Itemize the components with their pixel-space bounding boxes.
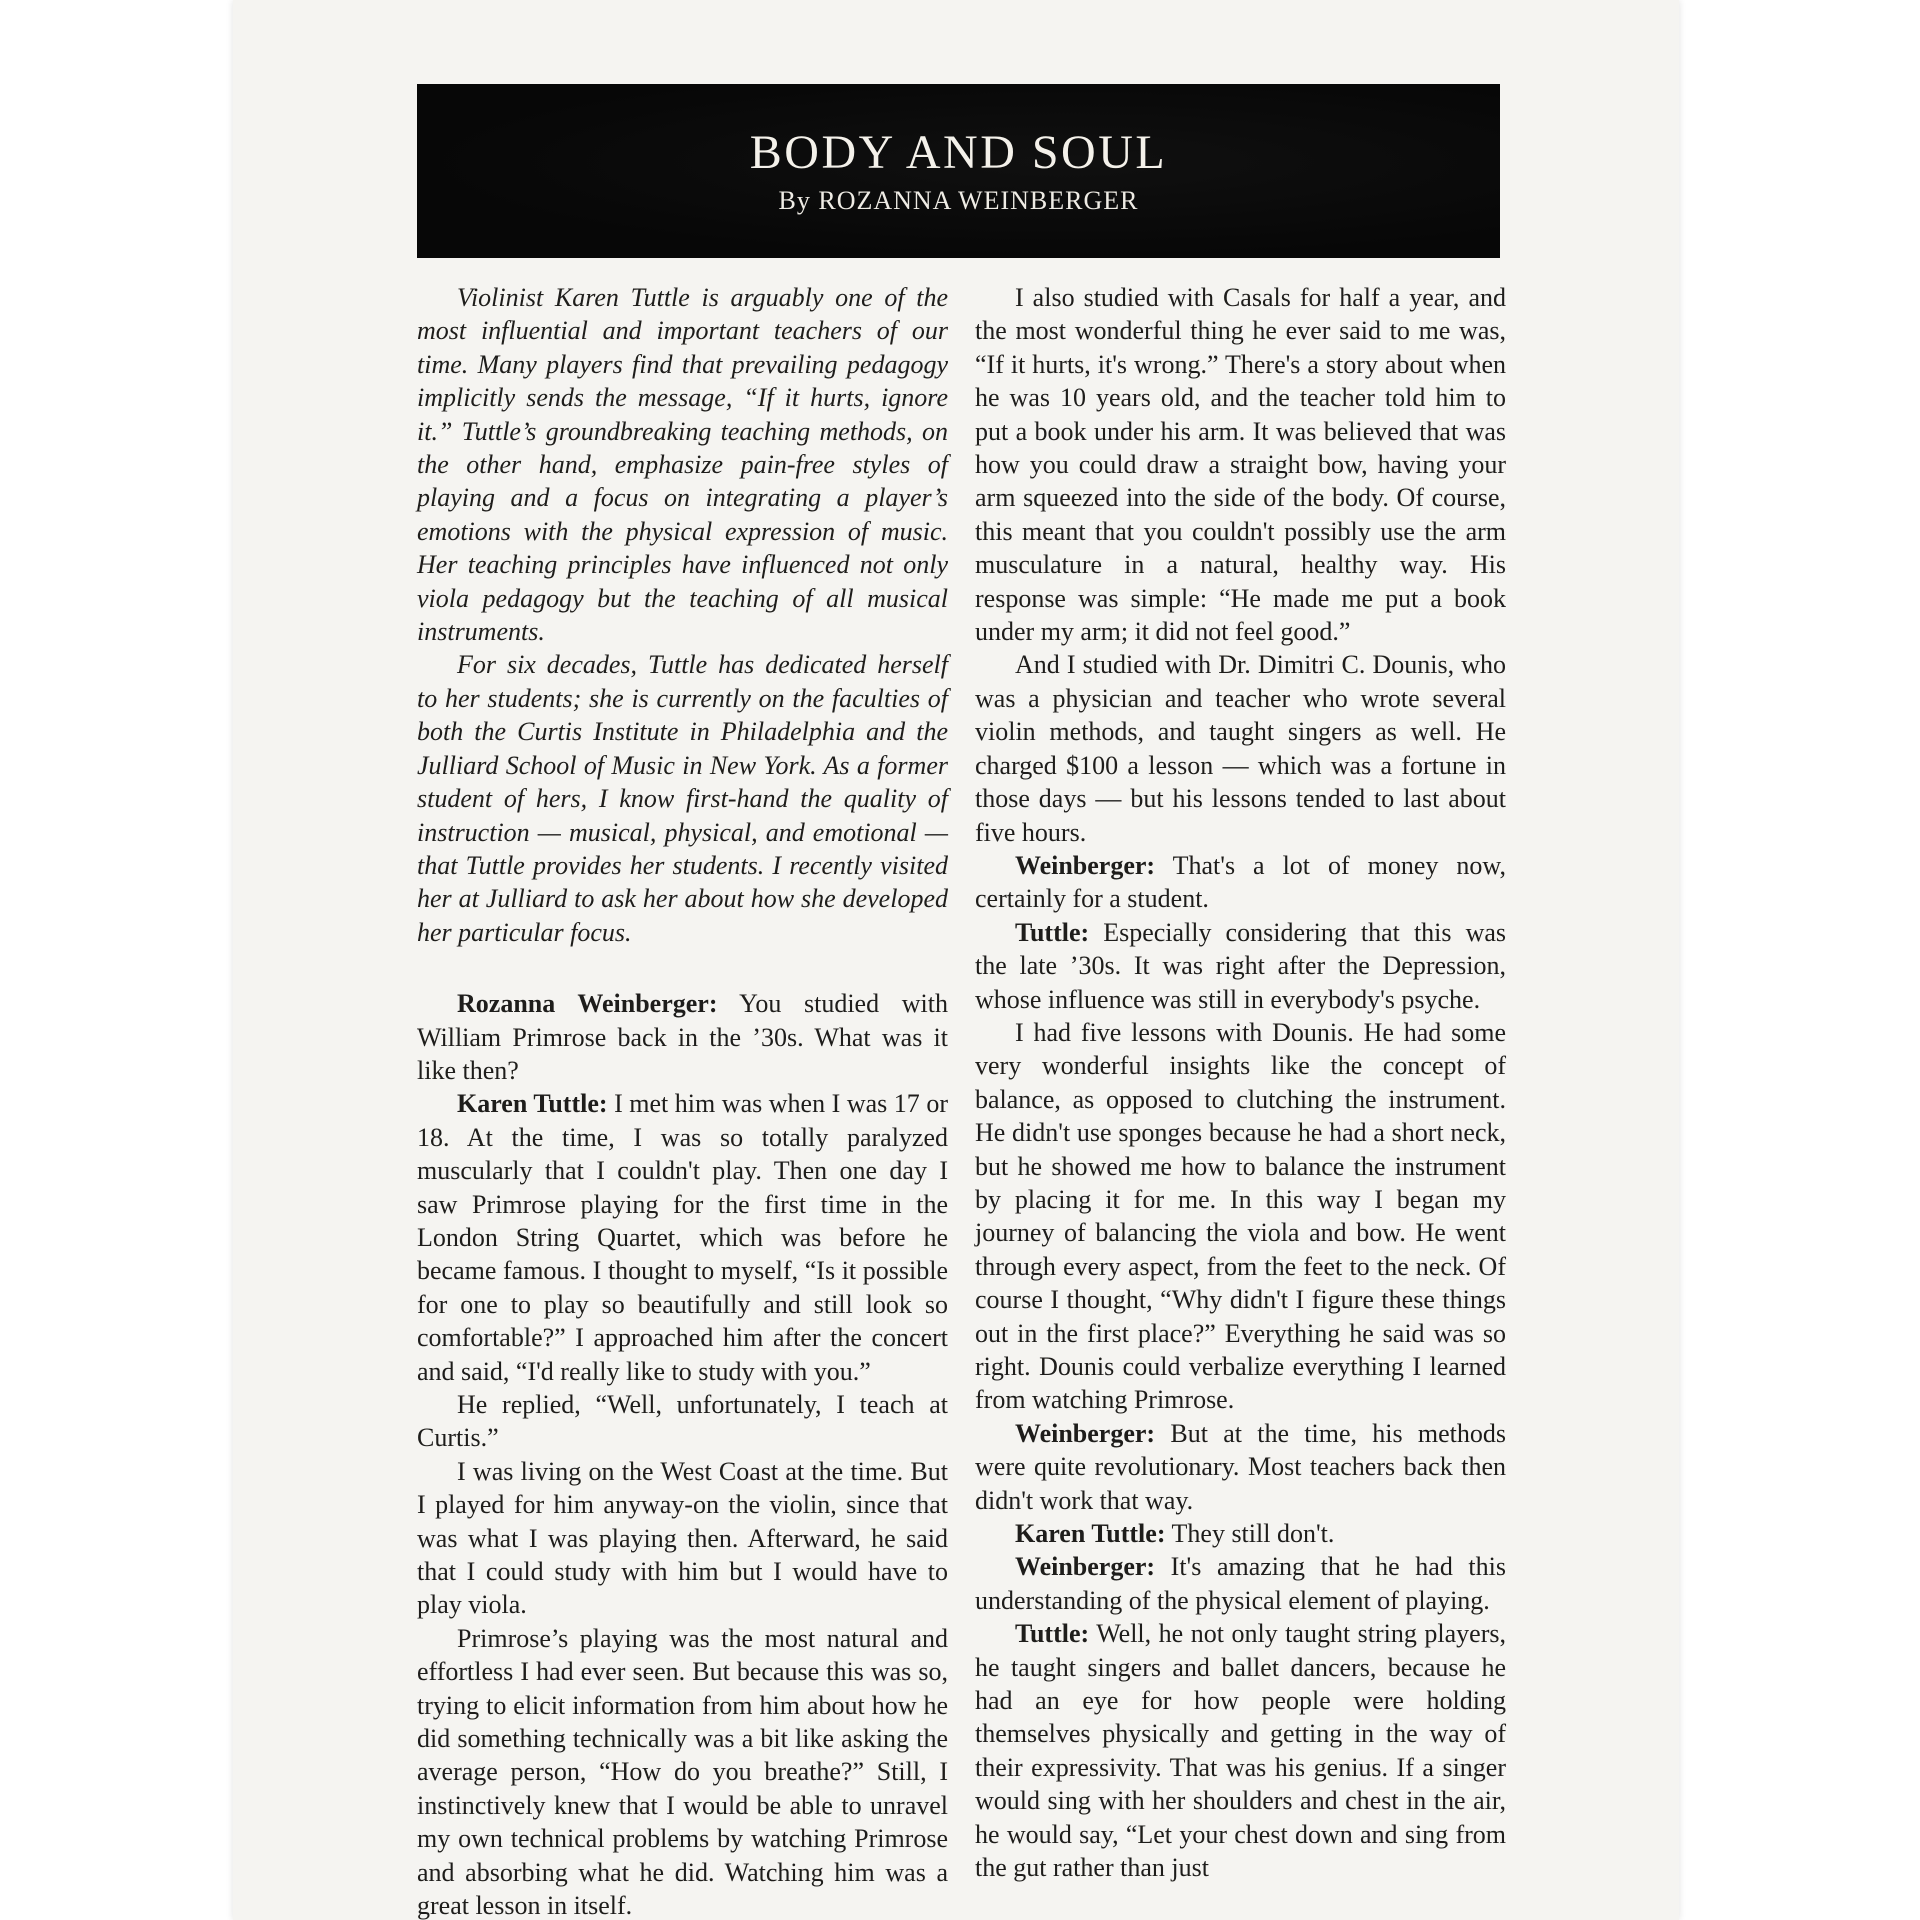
- interview-paragraph: [975, 1016, 1506, 1417]
- left-column: [417, 281, 948, 1920]
- speaker-name: Tuttle:: [1015, 1619, 1090, 1649]
- paragraph-text: They still don't.: [1171, 1519, 1335, 1549]
- paragraph-text: I was living on the West Coast at the time. But I played for him anyway-on the violin, since that was what I was playing then. Afterward, he said that I could study with him but I would have to play viola.: [417, 1456, 948, 1620]
- interview-paragraph: [975, 1517, 1506, 1550]
- interview-paragraph: [975, 1550, 1506, 1617]
- interview-paragraph: [975, 916, 1506, 1016]
- article-title: BODY AND SOUL: [749, 125, 1168, 179]
- paragraph-text: It's amazing that he had this understanding of the physical element of playing.: [975, 1552, 1506, 1615]
- interview-paragraph: [975, 849, 1506, 916]
- paragraph-text: Well, he not only taught string players, he taught singers and ballet dancers, because he had an eye for how people were holding themselves physically and getting in the way of their expressivity. That was his genius. If a singer would sing with her shoulders and chest in the air, he would say, “Let your chest down and sing from the gut rather than just: [975, 1619, 1506, 1883]
- interview-paragraph: [975, 1417, 1506, 1517]
- interview-paragraph: [975, 1617, 1506, 1884]
- article-header-banner: [417, 84, 1500, 258]
- paragraph-text: Primrose’s playing was the most natural and effortless I had ever seen. But because this was so, trying to elicit information from him about how he did something technically was a bit like asking the average person, “How do you breathe?” Still, I instinctively knew that I would be able to unravel my own technical problems by watching Primrose and absorbing what he did. Watching him was a great lesson in itself.: [417, 1623, 948, 1920]
- interview-paragraph: [975, 648, 1506, 848]
- interview-paragraph: [417, 1388, 948, 1455]
- paragraph-text: I had five lessons with Dounis. He had some very wonderful insights like the concept of balance, as opposed to clutching the instrument. He didn't use sponges because he had a short neck, but he showed me how to balance the instrument by placing it for me. In this way I began my journey of balancing the viola and bow. He went through every aspect, from the feet to the neck. Of course I thought, “Why didn't I figure these things out in the first place?” Everything he said was so right. Dounis could verbalize everything I learned from watching Primrose.: [975, 1017, 1506, 1415]
- speaker-name: Karen Tuttle:: [457, 1089, 608, 1119]
- speaker-name: Weinberger:: [1015, 1418, 1156, 1448]
- interview-paragraph: [975, 281, 1506, 648]
- intro-paragraph: For six decades, Tuttle has dedicated herself to her students; she is currently on the faculties of both the Curtis Institute in Philadelphia and the Julliard School of Music in New York. As a former student of hers, I know first-hand the quality of instruction — musical, physical, and emotional — that Tuttle provides her students. I recently visited her at Julliard to ask her about how she developed her particular focus.: [417, 650, 948, 947]
- paragraph-text: I also studied with Casals for half a year, and the most wonderful thing he ever said to me was, “If it hurts, it's wrong.” There's a story about when he was 10 years old, and the teacher told him to put a book under his arm. It was believed that was how you could draw a straight bow, having your arm squeezed into the side of the body. Of course, this meant that you couldn't possibly use the arm musculature in a natural, healthy way. His response was simple: “He made me put a book under my arm; it did not feel good.”: [975, 283, 1506, 647]
- paragraph-text: You studied with William Primrose back in the ’30s. What was it like then?: [417, 989, 948, 1085]
- interview-paragraph: [417, 1087, 948, 1388]
- speaker-name: Rozanna Weinberger:: [457, 989, 718, 1019]
- magazine-page: [233, 0, 1679, 1920]
- intro-paragraph: Violinist Karen Tuttle is arguably one of the most influential and important teachers of our time. Many players find that prevailing pedagogy implicitly sends the message, “If it hurts, ignore it.” Tuttle’s groundbreaking teaching methods, on the other hand, emphasize pain-free styles of playing and a focus on integrating a player’s emotions with the physical expression of music. Her teaching principles have influenced not only viola pedagogy but the teaching of all musical instruments.: [417, 283, 948, 647]
- interview-paragraph: [417, 1622, 948, 1920]
- speaker-name: Weinberger:: [1015, 850, 1156, 880]
- speaker-name: Tuttle:: [1015, 917, 1090, 947]
- interview-paragraph: [417, 987, 948, 1087]
- article-byline: By ROZANNA WEINBERGER: [778, 185, 1139, 215]
- paragraph-text: He replied, “Well, unfortunately, I teach at Curtis.”: [417, 1390, 948, 1453]
- paragraph-text: I met him was when I was 17 or 18. At the time, I was so totally paralyzed muscularly that I couldn't play. Then one day I saw Primrose playing for the first time in the London String Quartet, which was before he became famous. I thought to myself, “Is it possible for one to play so beautifully and still look so comfortable?” I approached him after the concert and said, “I'd really like to study with you.”: [417, 1089, 948, 1386]
- intro-section: [417, 281, 948, 949]
- paragraph-text: But at the time, his methods were quite revolutionary. Most teachers back then didn't work that way.: [975, 1418, 1506, 1515]
- speaker-name: Karen Tuttle:: [1015, 1519, 1166, 1549]
- paragraph-text: That's a lot of money now, certainly for a student.: [975, 850, 1507, 914]
- speaker-name: Weinberger:: [1015, 1552, 1156, 1582]
- paragraph-text: Especially considering that this was the late ’30s. It was right after the Depression, whose influence was still in everybody's psyche.: [975, 917, 1507, 1014]
- right-column: [975, 281, 1506, 1885]
- interview-paragraph: [417, 1455, 948, 1622]
- paragraph-text: And I studied with Dr. Dimitri C. Dounis, who was a physician and teacher who wrote several violin methods, and taught singers as well. He charged $100 a lesson — which was a fortune in those days — but his lessons tended to last about five hours.: [975, 650, 1506, 847]
